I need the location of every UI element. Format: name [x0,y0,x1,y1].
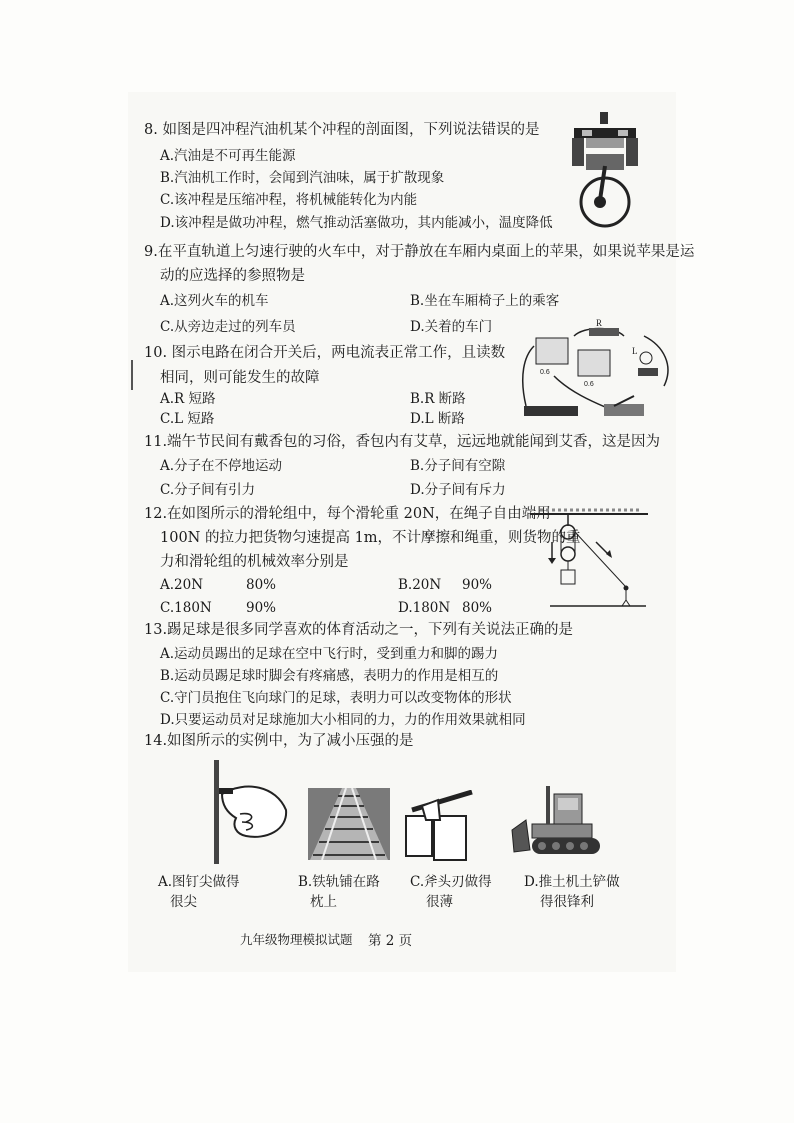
engine-cross-section-figure [570,110,640,230]
q14-caption-c-line2: 很薄 [426,894,453,910]
q9-stem-line1: 9.在平直轨道上匀速行驶的火车中，对于静放在车厢内桌面上的苹果，如果说苹果是运 [144,244,695,260]
q13-option-d: D.只要运动员对足球施加大小相同的力，力的作用效果就相同 [160,712,526,728]
q13-option-b: B.运动员踢足球时脚会有疼痛感，表明力的作用是相互的 [160,668,499,684]
q11-option-a: A.分子在不停地运动 [160,458,283,474]
q10-option-c: C.L 短路 [160,411,215,427]
axe-figure [402,790,482,862]
q12-stem-line1: 12.在如图所示的滑轮组中，每个滑轮重 20N，在绳子自由端用 [144,506,551,522]
ammeter2-scale: 0.6 [584,381,594,388]
q9-option-a: A.这列火车的机车 [160,293,269,309]
margin-mark [131,360,133,390]
q12-option-b-value: B.20N [398,577,442,593]
q10-option-d: D.L 断路 [410,411,465,427]
q12-option-c-value: C.180N [160,600,212,616]
q13-option-a: A.运动员踢出的足球在空中飞行时，受到重力和脚的踢力 [160,646,499,662]
q8-stem: 8. 如图是四冲程汽油机某个冲程的剖面图，下列说法错误的是 [144,122,540,138]
q12-option-c-eff: 90% [246,600,277,616]
q14-stem: 14.如图所示的实例中，为了减小压强的是 [144,733,414,749]
bulldozer-figure [510,780,602,860]
page-number: 第 2 页 [368,933,413,949]
resistor-label: R [596,318,603,328]
q10-option-b: B.R 断路 [410,391,466,407]
q10-stem-line2: 相同，则可能发生的故障 [160,370,320,386]
q8-option-c: C.该冲程是压缩冲程，将机械能转化为内能 [160,192,418,208]
railway-track-figure [308,788,390,860]
thumbtack-figure [206,760,290,864]
q14-caption-b-line1: B.铁轨铺在路 [298,874,380,890]
q12-stem-line3: 力和滑轮组的机械效率分别是 [160,554,349,570]
q8-option-d: D.该冲程是做功冲程，燃气推动活塞做功，其内能减小，温度降低 [160,215,553,231]
pulley-system-figure [530,508,650,608]
q9-option-c: C.从旁边走过的列车员 [160,319,296,335]
q12-option-d-eff: 80% [462,600,493,616]
q8-option-a: A.汽油是不可再生能源 [160,148,296,164]
q14-caption-a-line2: 很尖 [170,894,197,910]
q14-caption-b-line2: 枕上 [310,894,337,910]
q12-option-d-value: D.180N [398,600,451,616]
ammeter1-scale: 0.6 [540,369,550,376]
q14-caption-a-line1: A.图钉尖做得 [158,874,240,890]
q8-option-b: B.汽油机工作时，会闻到汽油味，属于扩散现象 [160,170,445,186]
q12-stem-line2: 100N 的拉力把货物匀速提高 1m，不计摩擦和绳重，则货物的重 [160,530,581,546]
q14-caption-c-line1: C.斧头刃做得 [410,874,492,890]
q12-option-b-eff: 90% [462,577,493,593]
q13-stem: 13.踢足球是很多同学喜欢的体育活动之一，下列有关说法正确的是 [144,622,574,638]
q14-caption-d-line2: 得很锋利 [540,894,594,910]
q11-option-d: D.分子间有斥力 [410,482,506,498]
q10-option-a: A.R 短路 [160,391,216,407]
q12-option-a-eff: 80% [246,577,277,593]
q9-option-b: B.坐在车厢椅子上的乘客 [410,293,560,309]
lamp-label: L [632,346,638,356]
q11-option-c: C.分子间有引力 [160,482,256,498]
circuit-figure [514,316,680,428]
q9-stem-line2: 动的应选择的参照物是 [160,268,305,284]
q10-stem-line1: 10. 图示电路在闭合开关后，两电流表正常工作，且读数 [144,345,506,361]
q11-option-b: B.分子间有空隙 [410,458,506,474]
q9-option-d: D.关着的车门 [410,319,493,335]
q13-option-c: C.守门员抱住飞向球门的足球，表明力可以改变物体的形状 [160,690,512,706]
q14-caption-d-line1: D.推土机土铲做 [524,874,620,890]
q11-stem: 11.端午节民间有戴香包的习俗，香包内有艾草，远远地就能闻到艾香，这是因为 [144,434,661,450]
q12-option-a-value: A.20N [160,577,204,593]
footer-title: 九年级物理模拟试题 [240,932,353,947]
